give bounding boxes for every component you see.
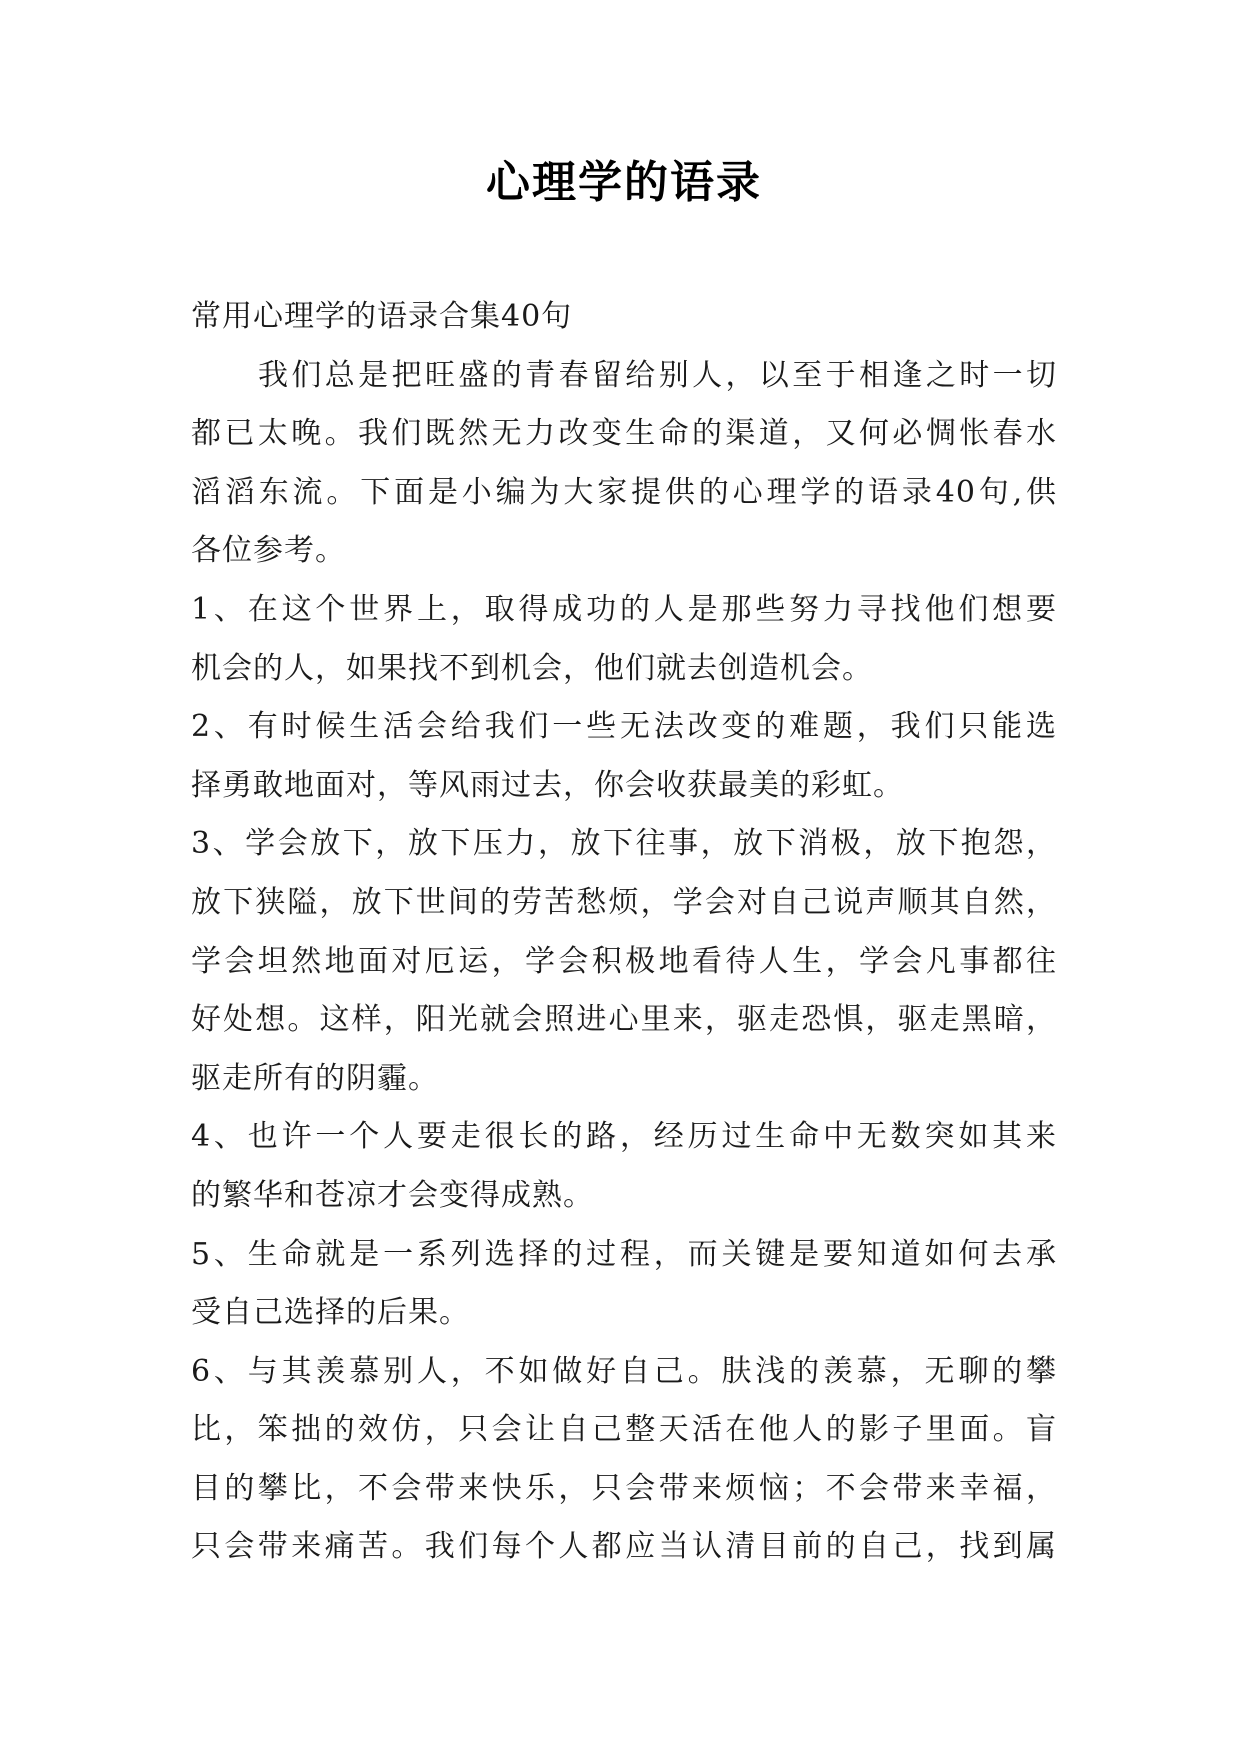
paragraph-line: 3、学会放下，放下压力，放下往事，放下消极，放下抱怨， — [191, 826, 1057, 862]
paragraph-line: 择勇敢地面对，等风雨过去，你会收获最美的彩虹。 — [191, 767, 904, 803]
paragraph-line: 目的攀比，不会带来快乐，只会带来烦恼；不会带来幸福， — [191, 1470, 1057, 1506]
paragraph-line: 5、生命就是一系列选择的过程，而关键是要知道如何去承 — [191, 1236, 1057, 1272]
quote-1 — [191, 581, 1057, 698]
quote-4 — [191, 1108, 1057, 1225]
document-title: 心理学的语录 — [486, 157, 762, 208]
paragraph-line: 我们总是把旺盛的青春留给别人，以至于相逢之时一切 — [258, 357, 1057, 393]
document-body — [191, 288, 1057, 1577]
paragraph-line: 放下狭隘，放下世间的劳苦愁烦，学会对自己说声顺其自然， — [191, 884, 1057, 920]
intro-heading — [191, 288, 1057, 347]
paragraph-line: 6、与其羡慕别人，不如做好自己。肤浅的羡慕，无聊的攀 — [191, 1353, 1057, 1389]
paragraph-line: 学会坦然地面对厄运，学会积极地看待人生，学会凡事都往 — [191, 943, 1057, 979]
paragraph-line: 滔滔东流。下面是小编为大家提供的心理学的语录40句,供 — [191, 474, 1057, 510]
paragraph-line: 4、也许一个人要走很长的路，经历过生命中无数突如其来 — [191, 1119, 1057, 1155]
paragraph-line: 驱走所有的阴霾。 — [191, 1060, 439, 1096]
paragraph-line: 1、在这个世界上，取得成功的人是那些努力寻找他们想要 — [191, 591, 1057, 627]
intro-paragraph — [191, 347, 1057, 581]
quote-6 — [191, 1343, 1057, 1577]
paragraph-line: 各位参考。 — [191, 533, 346, 569]
paragraph-line: 机会的人，如果找不到机会，他们就去创造机会。 — [191, 650, 873, 686]
paragraph-line: 好处想。这样，阳光就会照进心里来，驱走恐惧，驱走黑暗， — [191, 1002, 1057, 1038]
paragraph-line: 常用心理学的语录合集40句 — [191, 299, 573, 334]
paragraph-line: 只会带来痛苦。我们每个人都应当认清目前的自己，找到属 — [191, 1529, 1057, 1565]
paragraph-line: 受自己选择的后果。 — [191, 1295, 470, 1331]
paragraph-line: 都已太晚。我们既然无力改变生命的渠道，又何必惆怅春水 — [191, 416, 1057, 452]
quote-2 — [191, 698, 1057, 815]
quote-3 — [191, 815, 1057, 1108]
quote-5 — [191, 1226, 1057, 1343]
paragraph-line: 比，笨拙的效仿，只会让自己整天活在他人的影子里面。盲 — [191, 1412, 1057, 1448]
paragraph-line: 的繁华和苍凉才会变得成熟。 — [191, 1177, 594, 1213]
paragraph-line: 2、有时候生活会给我们一些无法改变的难题，我们只能选 — [191, 709, 1057, 745]
